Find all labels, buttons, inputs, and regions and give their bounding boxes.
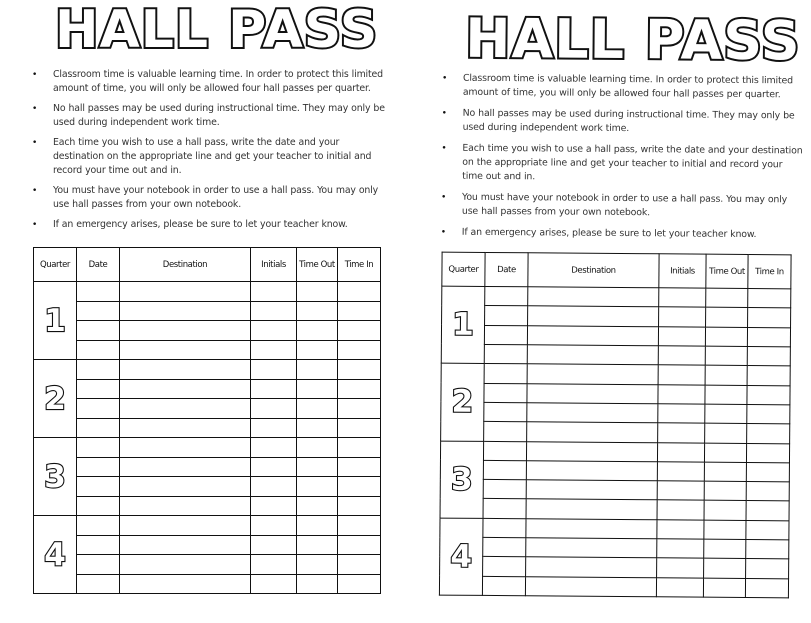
- time-out-field[interactable]: [706, 307, 748, 327]
- destination-field[interactable]: [526, 441, 657, 461]
- destination-field[interactable]: [526, 519, 657, 539]
- column-header-destination: Destination: [528, 253, 659, 288]
- destination-field[interactable]: [527, 364, 658, 384]
- rule-text: Each time you wish to use a hall pass, write the date and your destination on the appropriate line and get your teacher to initial and record your time out and in.: [462, 142, 803, 183]
- bullet-icon: •: [32, 104, 38, 114]
- hall-pass-log-table: [439, 252, 792, 599]
- rule-item: [441, 72, 805, 103]
- rule-text: No hall passes may be used during instructional time. They may only be used during independent work time.: [53, 103, 385, 128]
- date-field[interactable]: [483, 557, 526, 577]
- time-out-field[interactable]: [705, 385, 747, 405]
- destination-field[interactable]: [528, 306, 659, 326]
- bullet-icon: •: [440, 192, 447, 203]
- initials-field[interactable]: [657, 442, 704, 462]
- date-field[interactable]: [483, 460, 526, 480]
- date-field[interactable]: [484, 325, 527, 345]
- column-header-initials: Initials: [251, 248, 297, 282]
- time-in-field[interactable]: [747, 366, 790, 386]
- destination-field[interactable]: [526, 538, 657, 558]
- rule-item: [440, 191, 804, 222]
- date-field[interactable]: [485, 286, 528, 306]
- initials-field[interactable]: [658, 404, 705, 424]
- rule-text: No hall passes may be used during instructional time. They may only be used during independent work time.: [462, 107, 795, 135]
- bullet-icon: •: [32, 220, 38, 230]
- bullet-icon: •: [441, 143, 447, 154]
- time-out-field[interactable]: [704, 559, 746, 579]
- rule-item: [441, 142, 804, 187]
- rule-text: You must have your notebook in order to use a hall pass. You may only use hall passes from your own notebook.: [53, 185, 379, 210]
- quarter-number: 1: [34, 282, 77, 360]
- initials-field[interactable]: [657, 462, 704, 482]
- column-header-destination: Destination: [120, 248, 251, 282]
- time-in-field[interactable]: [747, 346, 790, 366]
- time-out-field[interactable]: [705, 404, 747, 424]
- date-field[interactable]: [484, 364, 527, 384]
- destination-field[interactable]: [528, 287, 659, 307]
- time-in-field[interactable]: [746, 462, 789, 482]
- rule-item: [440, 226, 804, 243]
- destination-field[interactable]: [527, 383, 658, 403]
- initials-field[interactable]: [657, 558, 704, 578]
- initials-field[interactable]: [656, 577, 703, 597]
- time-in-field[interactable]: [747, 327, 790, 347]
- destination-field[interactable]: [527, 345, 658, 365]
- initials-field[interactable]: [657, 539, 704, 559]
- date-field[interactable]: [484, 422, 527, 442]
- column-header-time-in: Time In: [338, 248, 381, 282]
- destination-field[interactable]: [526, 480, 657, 500]
- quarter-number: 1: [441, 286, 485, 364]
- initials-field[interactable]: [658, 346, 705, 366]
- bullet-icon: •: [32, 138, 38, 148]
- initials-field[interactable]: [658, 423, 705, 443]
- date-field[interactable]: [483, 441, 526, 461]
- rule-text: Classroom time is valuable learning time. In order to protect this limited amount of time, you will only be allowed four hall passes per quarter.: [462, 72, 793, 101]
- quarter-number: 4: [34, 516, 77, 594]
- bullet-icon: •: [441, 73, 448, 84]
- date-field[interactable]: [485, 306, 528, 326]
- date-field[interactable]: [484, 402, 527, 422]
- initials-field[interactable]: [659, 307, 706, 327]
- date-field[interactable]: [484, 383, 527, 403]
- column-header-time-out: Time Out: [706, 254, 748, 288]
- destination-field[interactable]: [526, 461, 657, 481]
- column-header-initials: Initials: [659, 254, 706, 288]
- destination-field[interactable]: [527, 403, 658, 423]
- hall-pass-title: HALL PASS: [55, 0, 379, 60]
- rule-text: If an emergency arises, please be sure to let your teacher know.: [461, 226, 757, 241]
- time-in-field[interactable]: [748, 308, 791, 328]
- destination-field[interactable]: [525, 576, 656, 596]
- date-field[interactable]: [483, 480, 526, 500]
- rule-text: If an emergency arises, please be sure to let your teacher know.: [53, 219, 348, 230]
- time-in-field[interactable]: [746, 482, 789, 502]
- time-in-field[interactable]: [747, 424, 790, 444]
- initials-field[interactable]: [657, 520, 704, 540]
- column-header-date: Date: [77, 248, 120, 282]
- quarter-number: 2: [34, 360, 77, 438]
- destination-field[interactable]: [527, 325, 658, 345]
- time-in-field[interactable]: [745, 578, 788, 598]
- time-out-field[interactable]: [705, 346, 747, 366]
- rule-text: Each time you wish to use a hall pass, write the date and your destination on the appropriate line and get your teacher to initial and record your time out and in.: [53, 137, 372, 176]
- initials-field[interactable]: [658, 384, 705, 404]
- quarter-number: 2: [441, 363, 485, 441]
- bullet-icon: •: [441, 108, 447, 119]
- date-field[interactable]: [484, 344, 527, 364]
- time-out-field[interactable]: [705, 327, 747, 347]
- rule-text: Classroom time is valuable learning time. In order to protect this limited amount of time, you will only be allowed four hall passes per quarter.: [53, 69, 383, 94]
- initials-field[interactable]: [658, 326, 705, 346]
- time-out-field[interactable]: [704, 539, 746, 559]
- time-in-field[interactable]: [746, 501, 789, 521]
- time-in-field[interactable]: [746, 520, 789, 540]
- initials-field[interactable]: [657, 481, 704, 501]
- quarter-number: 3: [34, 438, 77, 516]
- time-out-field[interactable]: [705, 365, 747, 385]
- bullet-icon: •: [440, 227, 446, 238]
- initials-field[interactable]: [657, 500, 704, 520]
- time-out-field[interactable]: [704, 520, 746, 540]
- time-out-field[interactable]: [706, 288, 748, 308]
- rule-text: You must have your notebook in order to use a hall pass. You may only use hall passes from your own notebook.: [461, 191, 788, 219]
- column-header-quarter: Quarter: [34, 248, 77, 282]
- bullet-icon: •: [32, 186, 38, 196]
- hall-pass-title: HALL PASS: [465, 6, 801, 73]
- date-field[interactable]: [483, 537, 526, 557]
- date-field[interactable]: [483, 518, 526, 538]
- time-out-field[interactable]: [704, 443, 746, 463]
- destination-field[interactable]: [526, 499, 657, 519]
- rules-list: [440, 72, 805, 243]
- destination-field[interactable]: [526, 557, 657, 577]
- initials-field[interactable]: [658, 365, 705, 385]
- date-field[interactable]: [483, 499, 526, 519]
- column-header-time-out: Time Out: [297, 248, 338, 282]
- quarter-number: 4: [439, 518, 483, 596]
- column-header-quarter: Quarter: [442, 252, 485, 286]
- column-header-date: Date: [485, 252, 528, 286]
- time-in-field[interactable]: [747, 404, 790, 424]
- date-field[interactable]: [482, 576, 525, 596]
- time-out-field[interactable]: [704, 481, 746, 501]
- column-header-time-in: Time In: [748, 255, 791, 289]
- destination-field[interactable]: [527, 422, 658, 442]
- time-in-field[interactable]: [746, 443, 789, 463]
- time-out-field[interactable]: [704, 501, 746, 521]
- time-in-field[interactable]: [748, 289, 791, 309]
- time-out-field[interactable]: [705, 423, 747, 443]
- rule-item: [441, 107, 805, 138]
- time-in-field[interactable]: [747, 385, 790, 405]
- time-out-field[interactable]: [703, 578, 745, 598]
- time-in-field[interactable]: [746, 559, 789, 579]
- bullet-icon: •: [32, 70, 38, 80]
- time-in-field[interactable]: [746, 540, 789, 560]
- time-out-field[interactable]: [704, 462, 746, 482]
- quarter-number: 3: [440, 441, 484, 519]
- initials-field[interactable]: [659, 288, 706, 308]
